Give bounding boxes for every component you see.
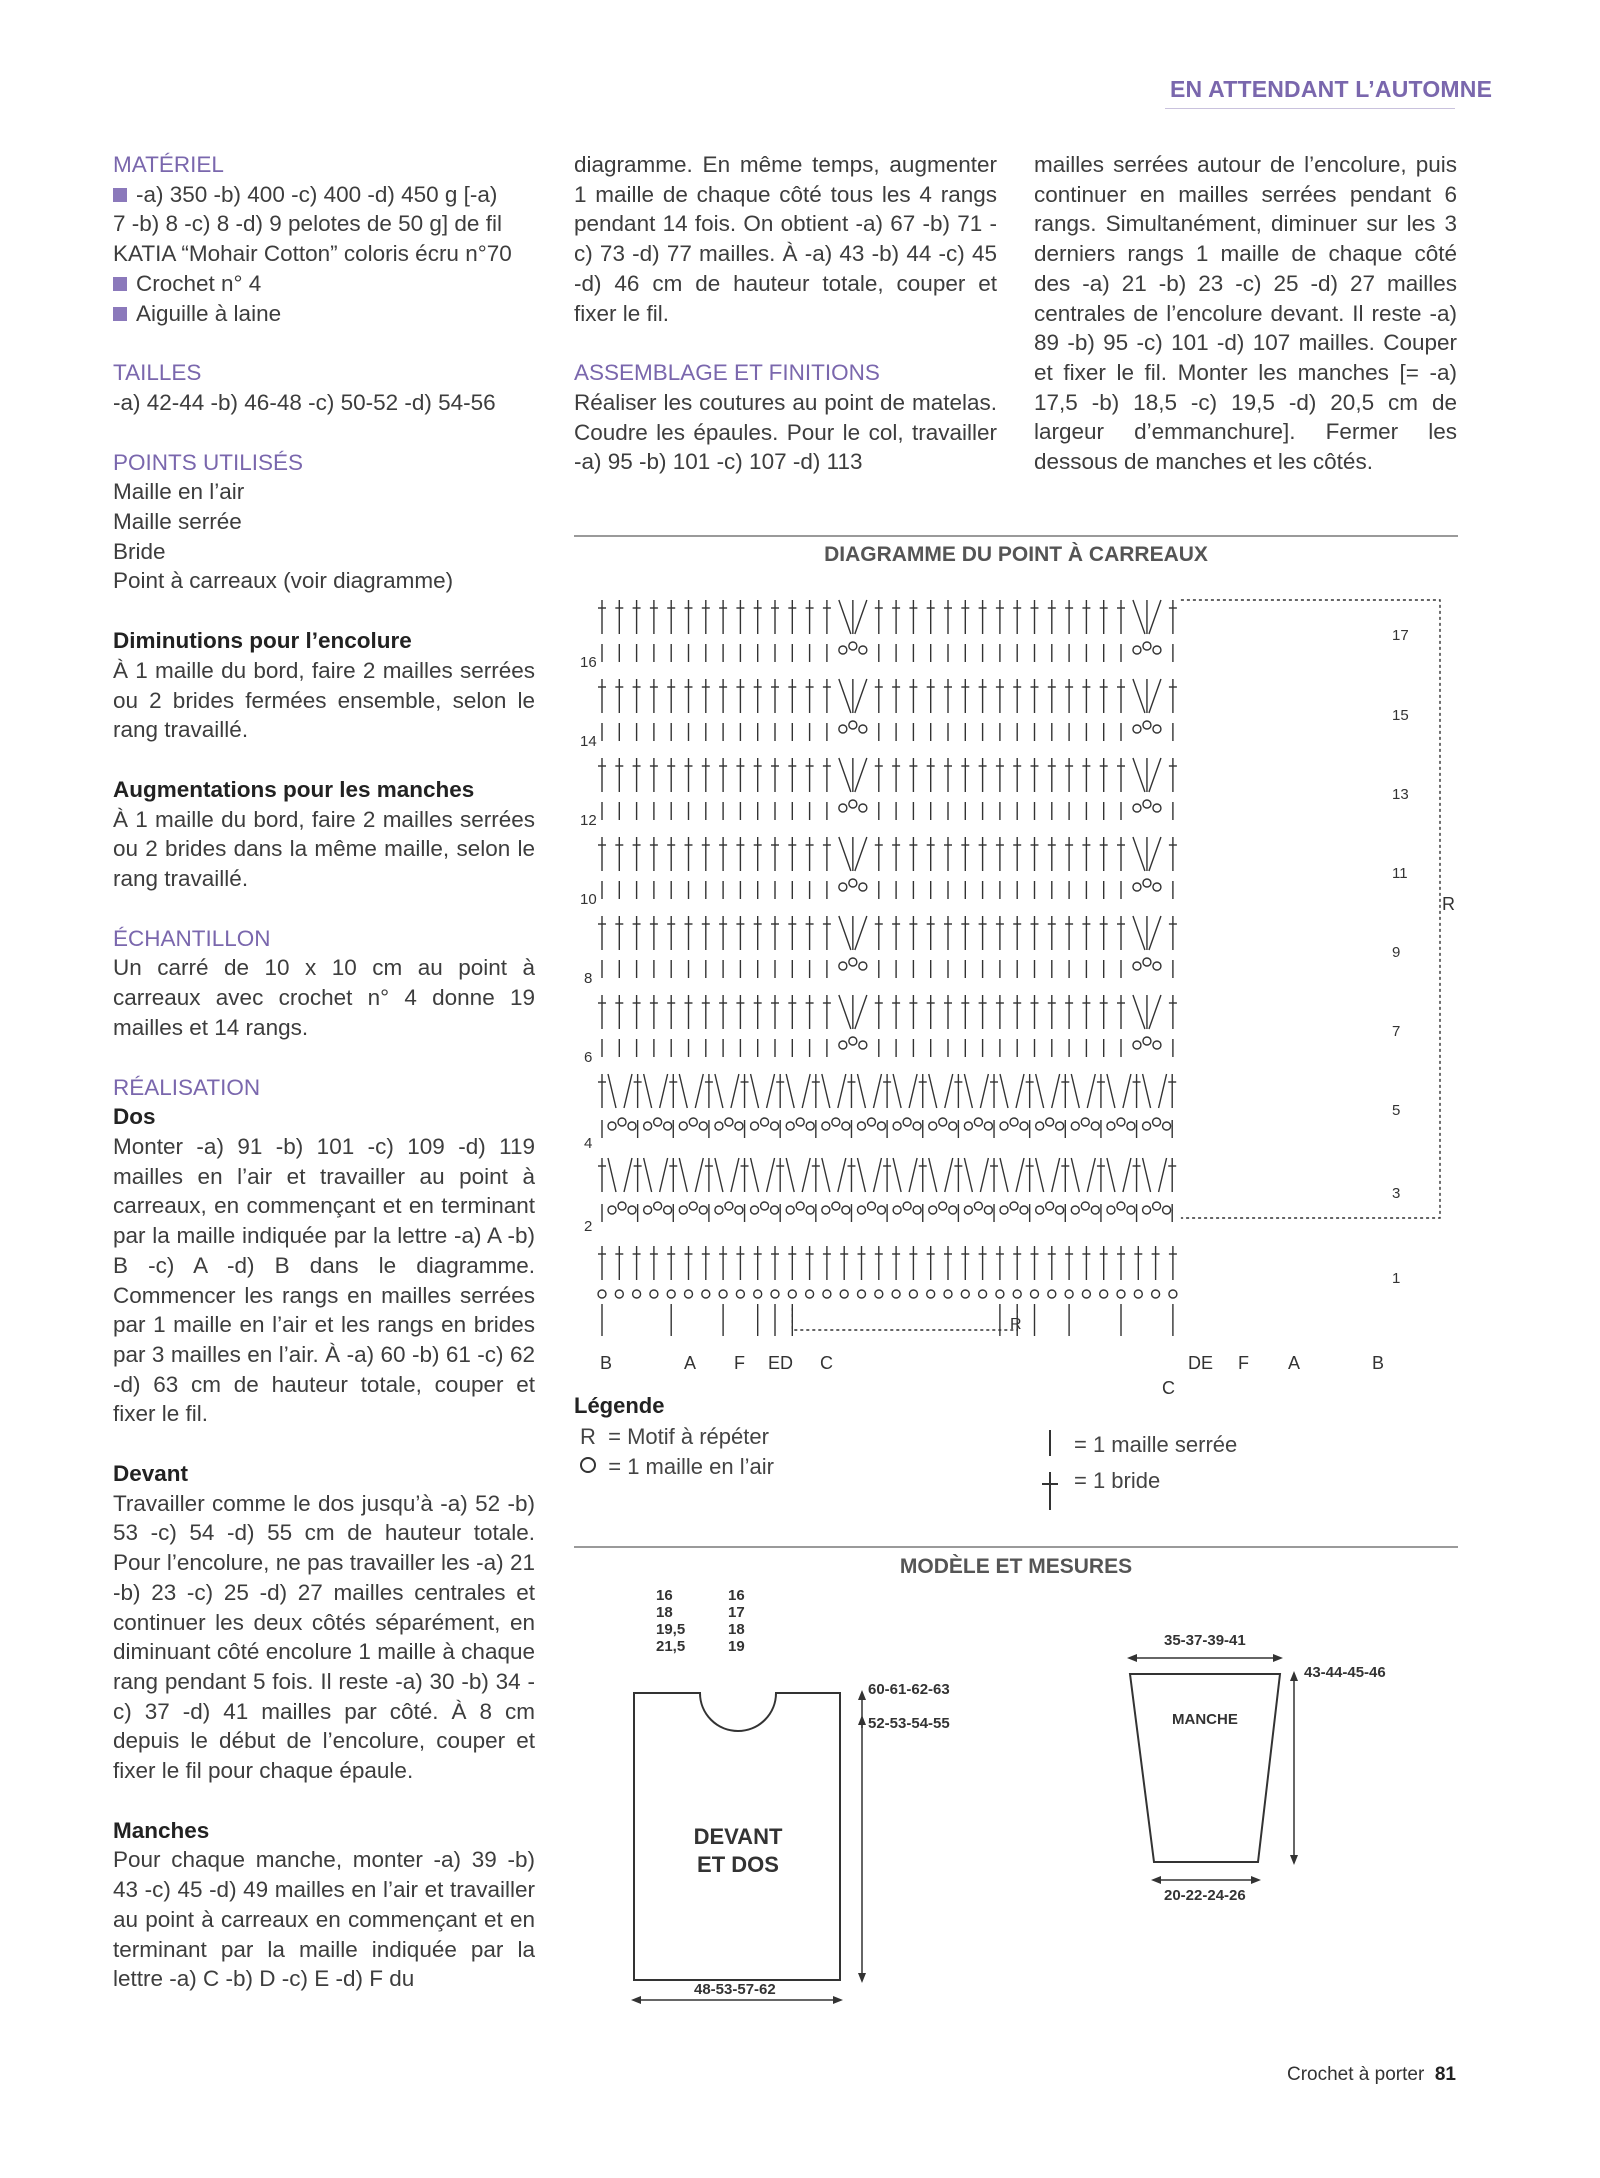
sleeve-bottom-label: 20-22-24-26: [1164, 1887, 1246, 1904]
row-number: 17: [1392, 627, 1409, 644]
devant-heading: Devant: [113, 1461, 189, 1487]
materiel-item-1b: 7 -b) 8 -c) 8 -d) 9 pelotes de 50 g] de fil: [113, 211, 502, 237]
legend-title: Légende: [574, 1393, 665, 1418]
start-letter: A: [1288, 1353, 1301, 1373]
section-header: EN ATTENDANT L’AUTOMNE: [1170, 76, 1493, 102]
sleeve-label: MANCHE: [1172, 1711, 1238, 1728]
row-number: 4: [584, 1135, 593, 1152]
diagram-title: DIAGRAMME DU POINT À CARREAUX: [824, 543, 1208, 566]
page-footer: Crochet à porter 81: [1287, 2064, 1456, 2085]
start-letter: DE: [1188, 1353, 1214, 1373]
augmentations-text: À 1 maille du bord, faire 2 mailles serrées ou 2 brides dans la même maille, selon le rang travaillé.: [113, 806, 535, 892]
stitch-grid: [598, 600, 1440, 1336]
materiel-item-3: Aiguille à laine: [113, 299, 535, 329]
materiel-item-1: -a) 350 -b) 400 -c) 400 -d) 450 g [-a): [113, 180, 535, 210]
materiel-heading: MATÉRIEL: [113, 152, 224, 177]
augmentations-heading: Augmentations pour les manches: [113, 776, 475, 802]
manches-text: Pour chaque manche, monter -a) 39 -b) 43 -c) 45 -d) 49 mailles en l’air et travailler au point à carreaux en commençant et en terminant par la maille indiquée par la lettre -a) C -b) D -c) E -d) F du: [113, 1847, 535, 1992]
start-letter: ED: [768, 1353, 794, 1373]
column-1: [113, 150, 535, 1994]
row-number: 1: [1392, 1270, 1401, 1287]
realisation-heading: RÉALISATION: [113, 1074, 261, 1100]
manches-heading: Manches: [113, 1817, 210, 1843]
modele-top-rule: [574, 1546, 1458, 1548]
row-number: 3: [1392, 1185, 1401, 1202]
start-letter: A: [684, 1353, 697, 1373]
diminutions-text: À 1 maille du bord, faire 2 mailles serrées ou 2 brides fermées ensemble, selon le rang travaillé.: [113, 657, 535, 743]
body-label: DEVANT ET DOS: [693, 1824, 783, 1877]
modele-title: MODÈLE ET MESURES: [899, 1555, 1133, 1578]
bullet-square-icon: [113, 188, 127, 202]
legend-single-crochet: = 1 maille serrée: [1074, 1432, 1238, 1457]
points-item: Maille serrée: [113, 509, 242, 535]
row-number: 9: [1392, 944, 1401, 961]
points-item: Bride: [113, 538, 166, 564]
sleeve-outline: [1130, 1674, 1280, 1862]
legend-chain: = 1 maille en l’air: [580, 1454, 774, 1480]
row-number: 16: [580, 654, 597, 671]
shoulder-right-values: 16 17 18 19: [728, 1587, 745, 1655]
legend-repeat: R = Motif à répéter: [580, 1424, 769, 1449]
diminutions-heading: Diminutions pour l’encolure: [113, 628, 412, 654]
legend-symbols: [1038, 1428, 1068, 1512]
row-number: 11: [1392, 865, 1408, 882]
sleeve-height-label: 43-44-45-46: [1304, 1664, 1386, 1681]
repeat-marker-right: R: [1442, 894, 1455, 914]
start-letter: B: [600, 1353, 613, 1373]
materiel-item-2: Crochet n° 4: [113, 269, 535, 299]
bullet-square-icon: [113, 277, 127, 291]
assemblage-heading: ASSEMBLAGE ET FINITIONS: [574, 360, 880, 386]
echantillon-text: Un carré de 10 x 10 cm au point à carreaux avec crochet n° 4 donne 19 mailles et 14 rangs.: [113, 955, 535, 1040]
sleeve-top-label: 35-37-39-41: [1164, 1632, 1246, 1649]
repeat-marker-bottom: R: [1010, 1316, 1022, 1333]
start-letter: B: [1372, 1353, 1385, 1373]
header-divider: [1165, 108, 1455, 109]
tailles-text: -a) 42-44 -b) 46-48 -c) 50-52 -d) 54-56: [113, 389, 496, 415]
row-number: 15: [1392, 707, 1409, 724]
materiel-item-1c: KATIA “Mohair Cotton” coloris écru n°70: [113, 241, 512, 267]
column-2: [574, 150, 997, 477]
height-neck-label: 52-53-54-55: [868, 1715, 950, 1732]
body-width-label: 48-53-57-62: [694, 1981, 776, 1998]
col3-text: mailles serrées autour de l’encolure, puis continuer en mailles serrées pendant 6 rangs. Simultanément, diminuer sur les 3 derniers rangs 1 maille de chaque côté des -a) 21 -b) 23 -c) 25 -d) 27 mailles centrales de l’encolure devant. Il reste -a) 89 -b) 95 -c) 101 -d) 107 mailles. Couper et fixer le fil. Monter les manches [= -a) 17,5 -b) 18,5 -c) 19,5 -d) 20,5 cm de largeur d’emmanchure]. Fermer les dessous de manches et les côtés.: [1034, 152, 1457, 475]
chain-icon: [580, 1457, 596, 1473]
assemblage-text: Réaliser les coutures au point de matelas. Coudre les épaules. Pour le col, travailler -a) 95 -b) 101 -c) 107 -d) 113: [574, 389, 997, 475]
start-letter: F: [1238, 1353, 1249, 1373]
start-letter: C: [1162, 1378, 1175, 1398]
row-number: 14: [580, 733, 597, 750]
echantillon-heading: ÉCHANTILLON: [113, 925, 271, 951]
stitch-diagram: [574, 578, 1464, 1408]
dos-text: Monter -a) 91 -b) 101 -c) 109 -d) 119 mailles en l’air et travailler au point à carreaux, en commençant et en terminant par la maille indiquée par la lettre -a) A -b) B -c) A -d) B dans le diagramme. Commencer les rangs en mailles serrées par 1 maille en l’air et les rangs en brides par 3 mailles en l’air. À -a) 60 -b) 61 -c) 62 -d) 63 cm de hauteur totale, couper et fixer le fil.: [113, 1133, 535, 1427]
column-3: [1034, 150, 1457, 477]
height-total-label: 60-61-62-63: [868, 1681, 950, 1698]
col2-text: diagramme. En même temps, augmenter 1 maille de chaque côté tous les 4 rangs pendant 14 fois. On obtient -a) 67 -b) 71 -c) 73 -d) 77 mailles. À -a) 43 -b) 44 -c) 45 -d) 46 cm de hauteur totale, couper et fixer le fil.: [574, 152, 997, 326]
row-number: 7: [1392, 1023, 1401, 1040]
points-heading: POINTS UTILISÉS: [113, 449, 304, 475]
row-number: 13: [1392, 786, 1409, 803]
points-item: Maille en l’air: [113, 479, 245, 505]
start-letter: F: [734, 1353, 745, 1373]
row-number: 8: [584, 970, 593, 987]
points-item: Point à carreaux (voir diagramme): [113, 568, 454, 594]
shoulder-left-values: 16 18 19,5 21,5: [656, 1587, 686, 1655]
legend-double-crochet: = 1 bride: [1074, 1468, 1161, 1493]
diagram-top-rule: [574, 535, 1458, 537]
row-number: 6: [584, 1049, 593, 1066]
start-letter: C: [820, 1353, 833, 1373]
devant-text: Travailler comme le dos jusqu’à -a) 52 -b) 53 -c) 54 -d) 55 cm de hauteur totale. Pour l’encolure, ne pas travailler les -a) 21 -b) 23 -c) 25 -d) 27 mailles centrales et continuer les deux côtés séparément, en diminuant côté encolure 1 maille à chaque rang pendant 5 fois. Il reste -a) 30 -b) 34 -c) 37 -d) 41 mailles par côté. À 8 cm depuis le début de l’encolure, couper et fixer le fil pour chaque épaule.: [113, 1490, 535, 1784]
row-number: 10: [580, 891, 597, 908]
row-number: 12: [580, 812, 597, 829]
tailles-heading: TAILLES: [113, 360, 202, 386]
bullet-square-icon: [113, 307, 127, 321]
row-number: 5: [1392, 1102, 1401, 1119]
row-number: 2: [584, 1218, 593, 1235]
dos-heading: Dos: [113, 1104, 156, 1130]
